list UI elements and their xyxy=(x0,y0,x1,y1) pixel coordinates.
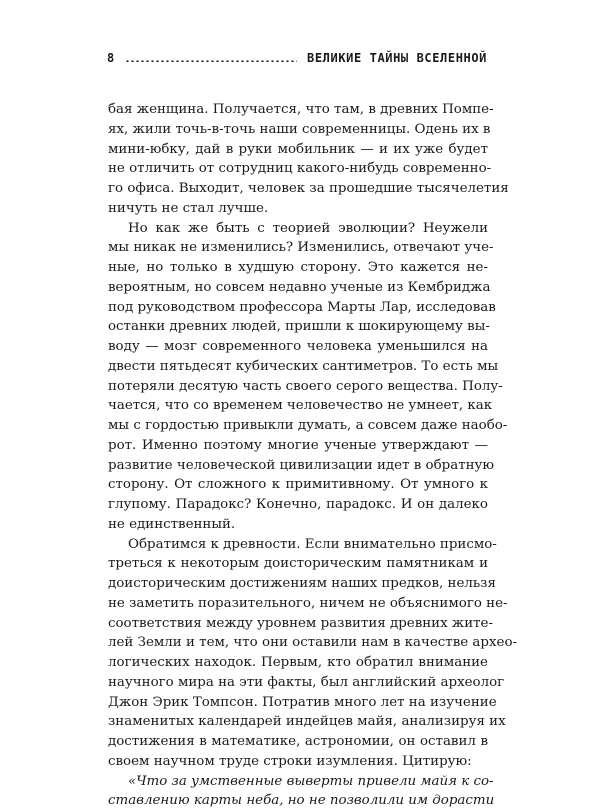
text-line: глупому. Парадокс? Конечно, парадокс. И он далеко xyxy=(108,495,488,515)
text-line: ях, жили точь-в-точь наши современницы. Одень их в xyxy=(108,120,488,140)
body-text xyxy=(108,100,488,811)
text-line: треться к некоторым доисторическим памятникам и xyxy=(108,554,488,574)
leader-dots xyxy=(125,60,297,62)
paragraph-1 xyxy=(108,100,488,219)
paragraph-2 xyxy=(108,219,488,535)
text-line: сторону. От сложного к примитивному. От умного к xyxy=(108,475,488,495)
text-line: ные, но только в худшую сторону. Это кажется не- xyxy=(108,258,488,278)
text-line: лей Земли и тем, что они оставили нам в качестве архео- xyxy=(108,633,488,653)
text-line: научного мира на эти факты, был английский археолог xyxy=(108,673,488,693)
text-line: доисторическим достижениям наших предков, нельзя xyxy=(108,574,488,594)
text-line: не заметить поразительного, ничем не объяснимого не- xyxy=(108,594,488,614)
text-line: останки древних людей, пришли к шокирующему вы- xyxy=(108,317,488,337)
quote-line: «Что за умственные выверты привели майя к со- xyxy=(108,772,488,792)
text-line: мы с гордостью привыкли думать, а совсем даже наобо- xyxy=(108,416,488,436)
quotation xyxy=(108,772,488,811)
text-line: воду — мозг современного человека уменьшился на xyxy=(108,337,488,357)
text-line: чается, что со временем человечество не умнеет, как xyxy=(108,396,488,416)
text-line: Джон Эрик Томпсон. Потратив много лет на изучение xyxy=(108,693,488,713)
text-line: соответствия между уровнем развития древних жите- xyxy=(108,614,488,634)
text-line: двести пятьдесят кубических сантиметров. То есть мы xyxy=(108,357,488,377)
text-line: потеряли десятую часть своего серого вещества. Полу- xyxy=(108,377,488,397)
text-line: рот. Именно поэтому многие ученые утверждают — xyxy=(108,436,488,456)
text-line: мы никак не изменились? Изменились, отвечают уче- xyxy=(108,238,488,258)
text-line: не единственный. xyxy=(108,515,488,535)
text-line: развитие человеческой цивилизации идет в обратную xyxy=(108,456,488,476)
text-line: не отличить от сотрудниц какого-нибудь современно- xyxy=(108,159,488,179)
paragraph-3 xyxy=(108,535,488,772)
text-line: Но как же быть с теорией эволюции? Неужели xyxy=(108,219,488,239)
text-line: под руководством профессора Марты Лар, исследовав xyxy=(108,298,488,318)
text-line: ничуть не стал лучше. xyxy=(108,199,488,219)
running-header xyxy=(107,50,487,66)
text-line: бая женщина. Получается, что там, в древних Помпе- xyxy=(108,100,488,120)
book-title: ВЕЛИКИЕ ТАЙНЫ ВСЕЛЕННОЙ xyxy=(307,51,487,65)
page-number: 8 xyxy=(107,51,115,65)
text-line: знаменитых календарей индейцев майя, анализируя их xyxy=(108,712,488,732)
text-line: Обратимся к древности. Если внимательно присмо- xyxy=(108,535,488,555)
text-line: мини-юбку, дай в руки мобильник — и их уже будет xyxy=(108,140,488,160)
text-line: логических находок. Первым, кто обратил внимание xyxy=(108,653,488,673)
text-line: своем научном труде строки изумления. Цитирую: xyxy=(108,752,488,772)
quote-line: ставлению карты неба, но не позволили им дорасти xyxy=(108,791,488,811)
text-line: достижения в математике, астрономии, он оставил в xyxy=(108,732,488,752)
text-line: вероятным, но совсем недавно ученые из Кембриджа xyxy=(108,278,488,298)
text-line: го офиса. Выходит, человек за прошедшие тысячелетия xyxy=(108,179,488,199)
